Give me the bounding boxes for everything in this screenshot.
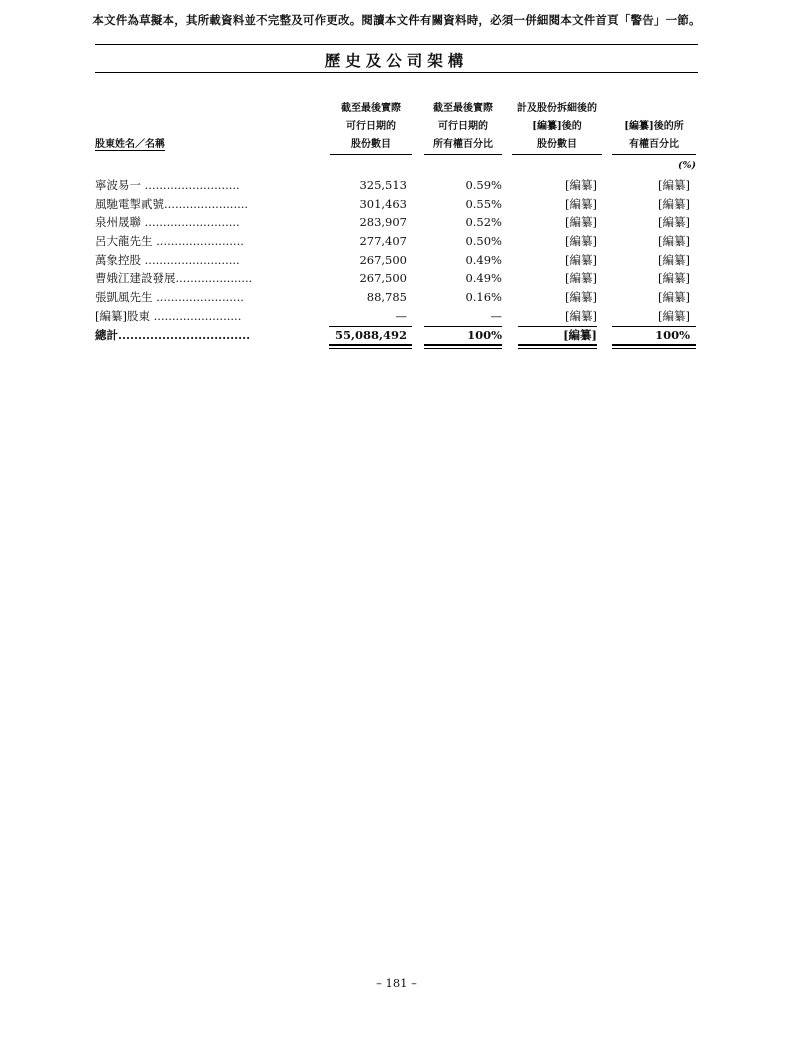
- table-row: 寧波易一 .......................... 325,513 0.59% [編纂] [編纂]: [95, 178, 690, 192]
- page-number: – 181 –: [376, 976, 417, 990]
- table-row: 曹娥江建設發展..................... 267,500 0.49% [編纂] [編纂]: [95, 271, 690, 285]
- header-col2: 截至最後實際 可行日期的 所有權百分比: [424, 100, 502, 155]
- table-row: 萬象控股 .......................... 267,500 0.49% [編纂] [編纂]: [95, 253, 690, 267]
- header-name: 股東姓名／名稱: [95, 139, 165, 150]
- total-double-rule-col4: [612, 344, 696, 349]
- draft-disclaimer: 本文件為草擬本，其所載資料並不完整及可作更改。閱讀本文件有關資料時，必須一併細閱本文件首頁「警告」一節。: [92, 13, 701, 27]
- total-row: 總計................................. 55,088,492 100% [編纂] 100%: [95, 328, 690, 342]
- header-col1: 截至最後實際 可行日期的 股份數目: [330, 100, 412, 155]
- table-row: 呂大龍先生 ........................ 277,407 0.50% [編纂] [編纂]: [95, 234, 690, 248]
- table-row: 泉州晟聯 .......................... 283,907 0.52% [編纂] [編纂]: [95, 215, 690, 229]
- total-double-rule-col3: [518, 344, 597, 349]
- header-col3: 計及股份拆細後的 [編纂]後的 股份數目: [512, 100, 602, 155]
- percent-unit-label: (%): [677, 160, 696, 171]
- total-double-rule-col2: [424, 344, 502, 349]
- table-row: [編纂]股東 ........................ — — [編纂] [編纂]: [95, 309, 690, 323]
- total-double-rule-col1: [329, 344, 412, 349]
- header-col4: [編纂]後的所 有權百分比: [612, 118, 696, 155]
- table-row: 風馳電掣貳號....................... 301,463 0.55% [編纂] [編纂]: [95, 197, 690, 211]
- title-top-rule: [95, 44, 698, 45]
- title-bottom-rule: [95, 72, 698, 73]
- section-title: 歷史及公司架構: [324, 51, 469, 70]
- table-row: 張凱風先生 ........................ 88,785 0.16% [編纂] [編纂]: [95, 290, 690, 304]
